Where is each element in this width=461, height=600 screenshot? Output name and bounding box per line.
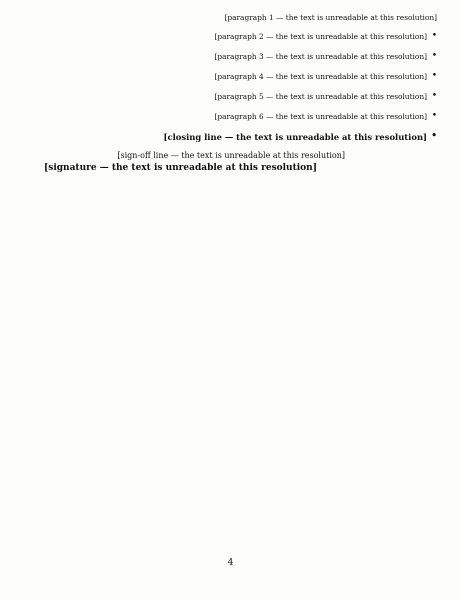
closing-line: • [closing line — the text is unreadable at this resolution] bbox=[26, 131, 437, 144]
signature-name: [signature — the text is unreadable at this resolution] bbox=[44, 163, 317, 173]
letter-page bbox=[26, 12, 437, 600]
paragraph-3: • [paragraph 3 — the text is unreadable at this resolution] bbox=[26, 51, 437, 62]
paragraph-6: • [paragraph 6 — the text is unreadable at this resolution] bbox=[26, 111, 437, 122]
signoff-line: [sign-off line — the text is unreadable at this resolution] bbox=[117, 151, 345, 160]
page-number: 4 bbox=[227, 558, 234, 568]
paragraph-2: • [paragraph 2 — the text is unreadable at this resolution] bbox=[26, 31, 437, 42]
paragraph-4: • [paragraph 4 — the text is unreadable at this resolution] bbox=[26, 71, 437, 82]
paragraph-5: • [paragraph 5 — the text is unreadable at this resolution] bbox=[26, 91, 437, 102]
paragraph-1: [paragraph 1 — the text is unreadable at this resolution] bbox=[224, 13, 437, 22]
